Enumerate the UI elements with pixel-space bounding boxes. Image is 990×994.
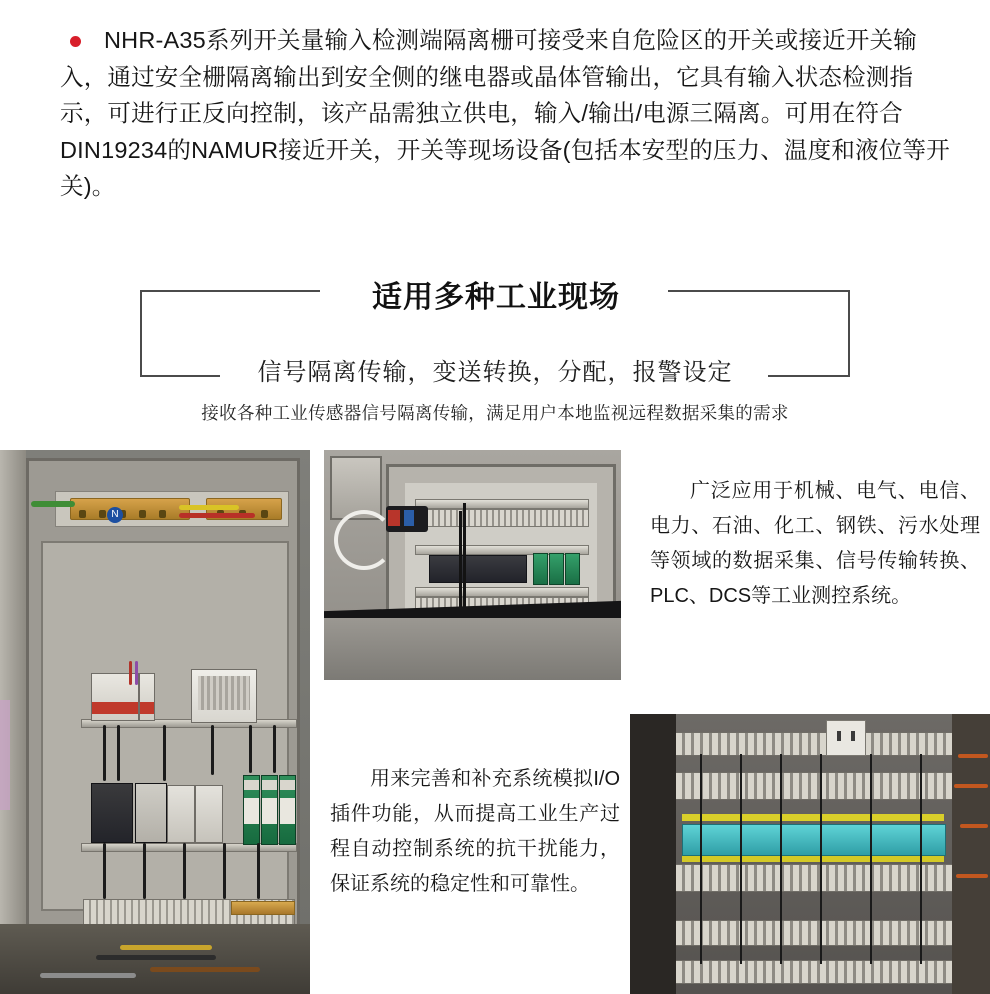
left-cable-channel xyxy=(630,714,676,994)
isolator-module xyxy=(565,553,580,585)
cabinet-enclosure xyxy=(26,458,300,984)
vent-grille xyxy=(198,676,250,710)
module-label xyxy=(280,798,295,824)
cyan-terminal-strip xyxy=(682,824,946,856)
din-rail xyxy=(415,587,589,597)
wire xyxy=(103,843,106,899)
contactor xyxy=(135,783,167,843)
brass-terminal-bar xyxy=(231,901,295,915)
bracket-left-line xyxy=(140,290,142,376)
yellow-wire-bundle xyxy=(682,856,944,862)
isolator-module xyxy=(261,775,278,845)
purpose-text: 用来完善和补充系统模拟I/O插件功能，从而提高工业生产过程自动控制系统的抗干扰能力，保证系统的稳定性和可靠性。 xyxy=(330,768,620,895)
busbar-hole xyxy=(79,510,86,518)
bracket-top-right-line xyxy=(668,290,850,292)
wire xyxy=(211,725,214,775)
yellow-wire xyxy=(179,505,239,510)
red-wire xyxy=(179,513,255,518)
breaker-toggle xyxy=(92,702,138,714)
cable xyxy=(40,973,136,978)
neutral-label: N xyxy=(107,507,123,523)
power-supply xyxy=(191,669,257,723)
circuit-breaker-small xyxy=(139,673,155,721)
cable xyxy=(120,945,212,950)
mounting-plate xyxy=(41,541,289,911)
terminal-row xyxy=(676,960,952,984)
application-text: 广泛应用于机械、电气、电信、电力、石油、化工、钢铁、污水处理等领域的数据采集、信号传输转换、PLC、DCS等工业测控系统。 xyxy=(650,480,980,607)
wire xyxy=(117,725,120,781)
floor-surface xyxy=(324,618,621,680)
wire xyxy=(249,725,252,773)
busbar-hole xyxy=(261,510,268,518)
module-top xyxy=(262,780,277,790)
isolator-module xyxy=(549,553,564,585)
wiring-photo xyxy=(630,714,990,994)
busbar-hole xyxy=(99,510,106,518)
isolator-module xyxy=(279,775,296,845)
module-top xyxy=(280,780,295,790)
wire xyxy=(700,754,702,964)
cabinet-photo xyxy=(0,450,310,994)
feature-subline: 信号隔离传输，变送转换，分配，报警设定 xyxy=(257,359,733,386)
busbar-hole xyxy=(159,510,166,518)
power-cord xyxy=(334,510,394,570)
terminal-row xyxy=(676,864,952,892)
bracket-top-left-line xyxy=(140,290,320,292)
wire xyxy=(920,754,922,964)
feature-headline: 适用多种工业现场 xyxy=(372,281,620,314)
cable xyxy=(958,754,988,758)
yellow-wire-bundle xyxy=(682,814,944,821)
intro-text: NHR-A35系列开关量输入检测端隔离栅可接受来自危险区的开关或接近开关输入，通过安全栅隔离输出到安全侧的继电器或晶体管输出，它具有输入状态检测指示，可进行正反向控制，该产品需独立供电，输入/输出/电源三隔离。可用在符合DIN19234的NAMUR接近开关，开关等现场设备(包括本安型的压力、温度和液位等开关)。 xyxy=(60,27,950,199)
door-seal xyxy=(0,700,10,810)
wire xyxy=(143,843,146,899)
busbar-hole xyxy=(139,510,146,518)
bullet-icon xyxy=(70,36,81,47)
terminal-block xyxy=(415,509,589,527)
cable xyxy=(956,874,988,878)
blue-connector xyxy=(404,510,414,526)
wire xyxy=(257,843,260,899)
wire xyxy=(103,725,106,781)
feature-bracket-block xyxy=(140,272,850,392)
wire xyxy=(780,754,782,964)
relay-module xyxy=(167,785,195,843)
module-top xyxy=(244,780,259,790)
wire xyxy=(163,725,166,781)
plc-module xyxy=(429,555,527,583)
terminal-row xyxy=(676,732,952,756)
wire xyxy=(135,661,138,685)
terminal-row xyxy=(676,772,952,800)
wire xyxy=(273,725,276,773)
motor-protector xyxy=(91,783,133,843)
ground-wire xyxy=(31,501,75,507)
wire xyxy=(223,843,226,899)
feature-caption: 接收各种工业传感器信号隔离传输，满足用户本地监视远程数据采集的需求 xyxy=(201,403,789,423)
power-socket xyxy=(826,720,866,756)
wire xyxy=(870,754,872,964)
bracket-right-line xyxy=(848,290,850,376)
right-cable-channel xyxy=(952,714,990,994)
cable xyxy=(150,967,260,972)
breaker-toggle xyxy=(140,702,154,714)
isolator-module xyxy=(243,775,260,845)
isolator-module xyxy=(533,553,548,585)
wire xyxy=(129,661,132,685)
relay-module xyxy=(195,785,223,843)
wire xyxy=(820,754,822,964)
cable xyxy=(954,784,988,788)
panel-photo xyxy=(324,450,621,680)
cabinet-base-cables xyxy=(0,924,310,994)
busbar-assembly xyxy=(55,491,289,527)
intro-paragraph xyxy=(60,22,950,205)
terminal-row xyxy=(676,920,952,946)
wire xyxy=(740,754,742,964)
wire xyxy=(183,843,186,899)
brass-busbar-left xyxy=(70,498,190,520)
module-label xyxy=(244,798,259,824)
cable xyxy=(960,824,988,828)
module-label xyxy=(262,798,277,824)
din-rail xyxy=(415,499,589,509)
cable xyxy=(96,955,216,960)
red-connector xyxy=(388,510,400,526)
